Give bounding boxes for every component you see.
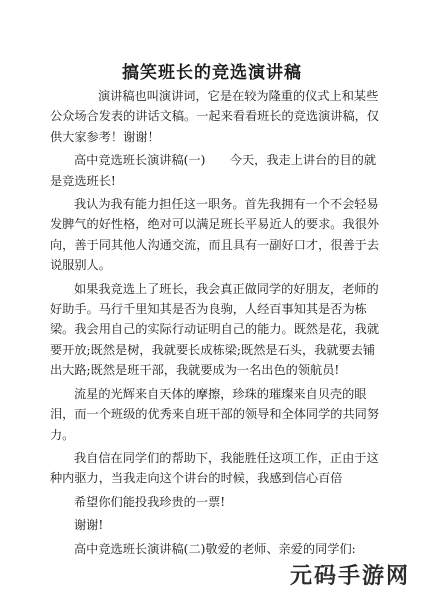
paragraph-4: 流星的光辉来自天体的摩擦，珍珠的璀璨来自贝壳的眼泪，而一个班级的优秀来自班干部的领导和全体同学的共同努力。 xyxy=(50,386,380,442)
paragraph-5: 我自信在同学们的帮助下，我能胜任这项工作，正由于这种内驱力，当我走向这个讲台的时候，我感到信心百倍 xyxy=(50,450,379,486)
intro-paragraph: 演讲稿也叫演讲词，它是在较为隆重的仪式上和某些公众场合发表的讲话文稿。一起来看看班长的竞选演讲稿，仅供大家参考！谢谢！ xyxy=(50,89,380,144)
paragraph-8: 高中竞选班长演讲稿(二)敬爱的老师、亲爱的同学们: xyxy=(74,541,356,556)
paragraph-1: 高中竞选班长演讲稿(一) 今天，我走上讲台的目的就是竞选班长! xyxy=(50,153,377,188)
paragraph-6: 希望你们能投我珍贵的一票! xyxy=(74,494,226,509)
document-body xyxy=(50,86,380,559)
paragraph-7: 谢谢! xyxy=(74,518,104,533)
site-watermark: 元码手游网 xyxy=(289,564,410,589)
paragraph-2: 我认为我有能力担任这一职务。首先我拥有一个不会轻易发脾气的好性格，绝对可以满足班长平易近人的要求。我很外向，善于同其他人沟通交流，而且具有一副好口才，很善于去说服别人。 xyxy=(50,197,380,273)
paragraph-3: 如果我竞选上了班长，我会真正做同学的好朋友，老师的好助手。马行千里知其是否为良驹，人经百事知其是否为栋梁。我会用自己的实际行动证明自己的能力。既然是花，我就要开放;既然是树，我就要长成栋梁;既然是石头，我就要去铺出大路;既然是班干部，我就要成为一名出色的领航员! xyxy=(50,281,380,378)
document-title: 搞笑班长的竞选演讲稿 xyxy=(122,63,302,83)
